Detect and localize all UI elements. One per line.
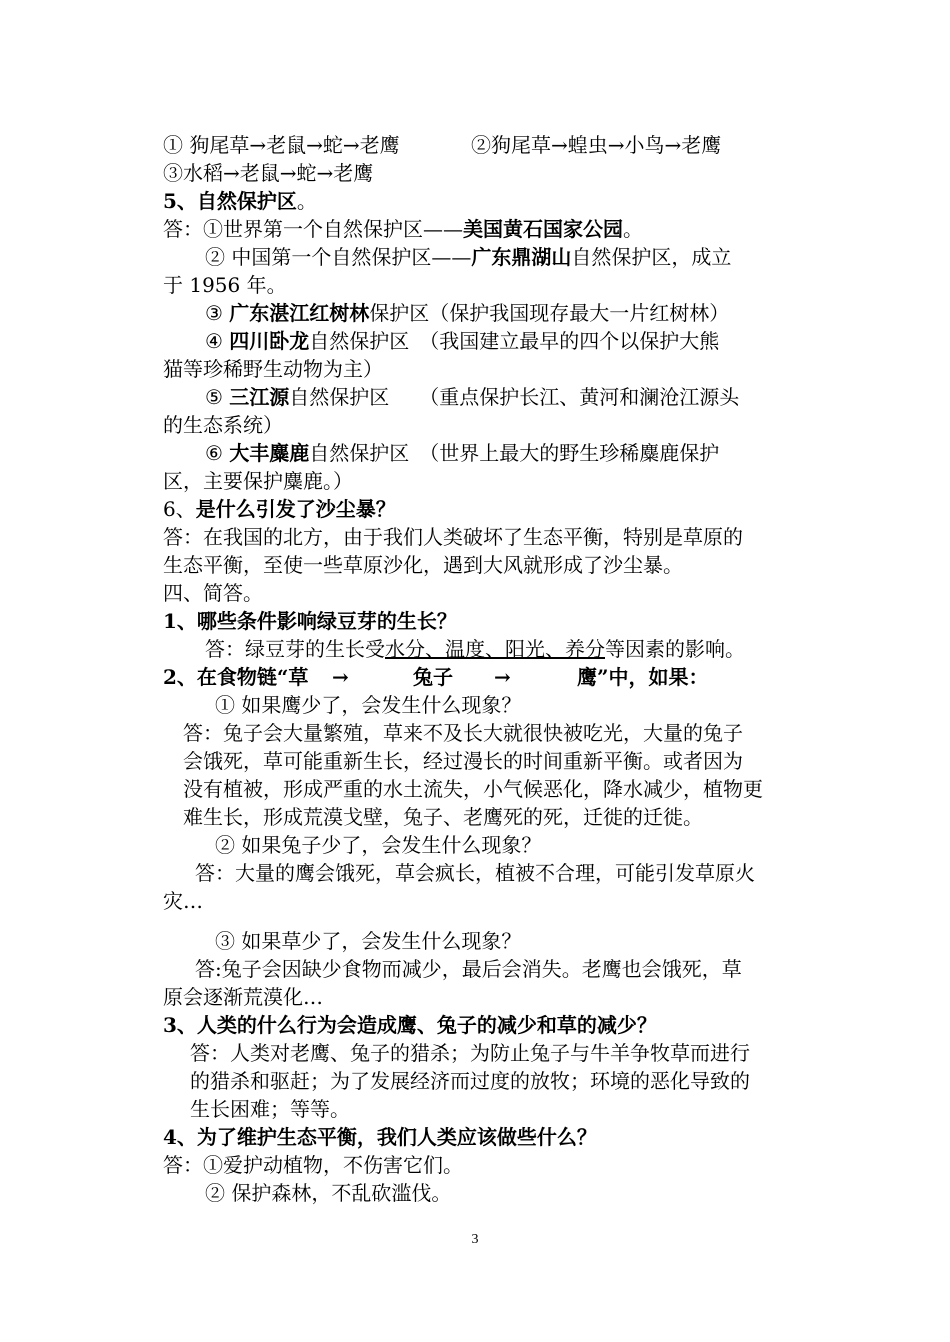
question-1: 1、哪些条件影响绿豆芽的生长？ [163,609,457,633]
question-2-1-answer-1: 答：兔子会大量繁殖，草来不及长大就很快被吃光，大量的兔子 [183,721,743,745]
question-2-1: ① 如果鹰少了，会发生什么现象？ [215,693,522,717]
question-2: 2、在食物链“草 → 兔子 → 鹰”中，如果： [163,665,709,689]
question-3-answer-2: 的猎杀和驱赶；为了发展经济而过度的放牧；环境的恶化导致的 [190,1069,750,1093]
reserve-answer-4-cont: 猫等珍稀野生动物为主） [163,357,383,381]
food-chain-3: ③水稻→老鼠→蛇→老鹰 [163,161,374,185]
question-2-1-answer-4: 难生长，形成荒漠戈壁，兔子、老鹰死的死，迁徙的迁徙。 [183,805,703,829]
food-chain-2: ②狗尾草→蝗虫→小鸟→老鹰 [471,133,722,157]
reserve-answer-6-cont: 区，主要保护麋鹿。） [163,469,353,493]
section-6-heading: 6、是什么引发了沙尘暴？ [163,497,396,521]
question-2-1-answer-2: 会饿死，草可能重新生长，经过漫长的时间重新平衡。或者因为 [183,749,743,773]
question-4-answer-2: ② 保护森林，不乱砍滥伐。 [205,1181,452,1205]
reserve-answer-5-cont: 的生态系统） [163,413,283,437]
question-2-3-answer-1: 答:兔子会因缺少食物而减少，最后会消失。老鹰也会饿死，草 [195,957,742,981]
question-1-answer: 答：绿豆芽的生长受水分、温度、阳光、养分等因素的影响。 [205,637,745,661]
section-5-heading: 5、自然保护区。 [163,189,317,213]
arrow-2: → [494,665,511,689]
sandstorm-answer-1: 答：在我国的北方，由于我们人类破坏了生态平衡，特别是草原的 [163,525,743,549]
food-chain-line-1 [163,131,722,159]
section-4-heading: 四、简答。 [163,581,263,605]
question-2-1-answer-3: 没有植被，形成严重的水土流失，小气候恶化，降水减少，植物更 [183,777,763,801]
question-4: 4、为了维护生态平衡，我们人类应该做些什么？ [163,1125,597,1149]
question-2-2-answer-1: 答：大量的鹰会饿死，草会疯长，植被不合理，可能引发草原火 [195,861,755,885]
question-2-3-answer-2: 原会逐渐荒漠化… [163,985,323,1009]
food-chain-1: ① 狗尾草→老鼠→蛇→老鹰 [163,133,400,157]
question-3-answer-3: 生长困难；等等。 [190,1097,350,1121]
reserve-answer-6: ⑥ 大丰麋鹿自然保护区 （世界上最大的野生珍稀麋鹿保护 [205,441,720,465]
question-4-answer-1: 答：①爱护动植物，不伤害它们。 [163,1153,463,1177]
question-2-3: ③ 如果草少了，会发生什么现象？ [215,929,522,953]
reserve-answer-2: ② 中国第一个自然保护区——广东鼎湖山自然保护区，成立 [205,245,732,269]
reserve-answer-5: ⑤ 三江源自然保护区 （重点保护长江、黄河和澜沧江源头 [205,385,740,409]
arrow-1: → [332,665,349,689]
reserve-answer-4: ④ 四川卧龙自然保护区 （我国建立最早的四个以保护大熊 [205,329,720,353]
sandstorm-answer-2: 生态平衡，至使一些草原沙化，遇到大风就形成了沙尘暴。 [163,553,683,577]
question-2-2-answer-2: 灾… [163,889,203,913]
reserve-answer-1: 答：①世界第一个自然保护区——美国黄石国家公园。 [163,217,643,241]
reserve-answer-3: ③ 广东湛江红树林保护区（保护我国现存最大一片红树林） [205,301,730,325]
question-2-2: ② 如果兔子少了，会发生什么现象？ [215,833,542,857]
question-3-answer-1: 答：人类对老鹰、兔子的猎杀；为防止兔子与牛羊争牧草而进行 [190,1041,750,1065]
page-number: 3 [471,1232,479,1247]
reserve-answer-2-cont: 于 1956 年。 [163,273,287,297]
question-3: 3、人类的什么行为会造成鹰、兔子的减少和草的减少？ [163,1013,657,1037]
